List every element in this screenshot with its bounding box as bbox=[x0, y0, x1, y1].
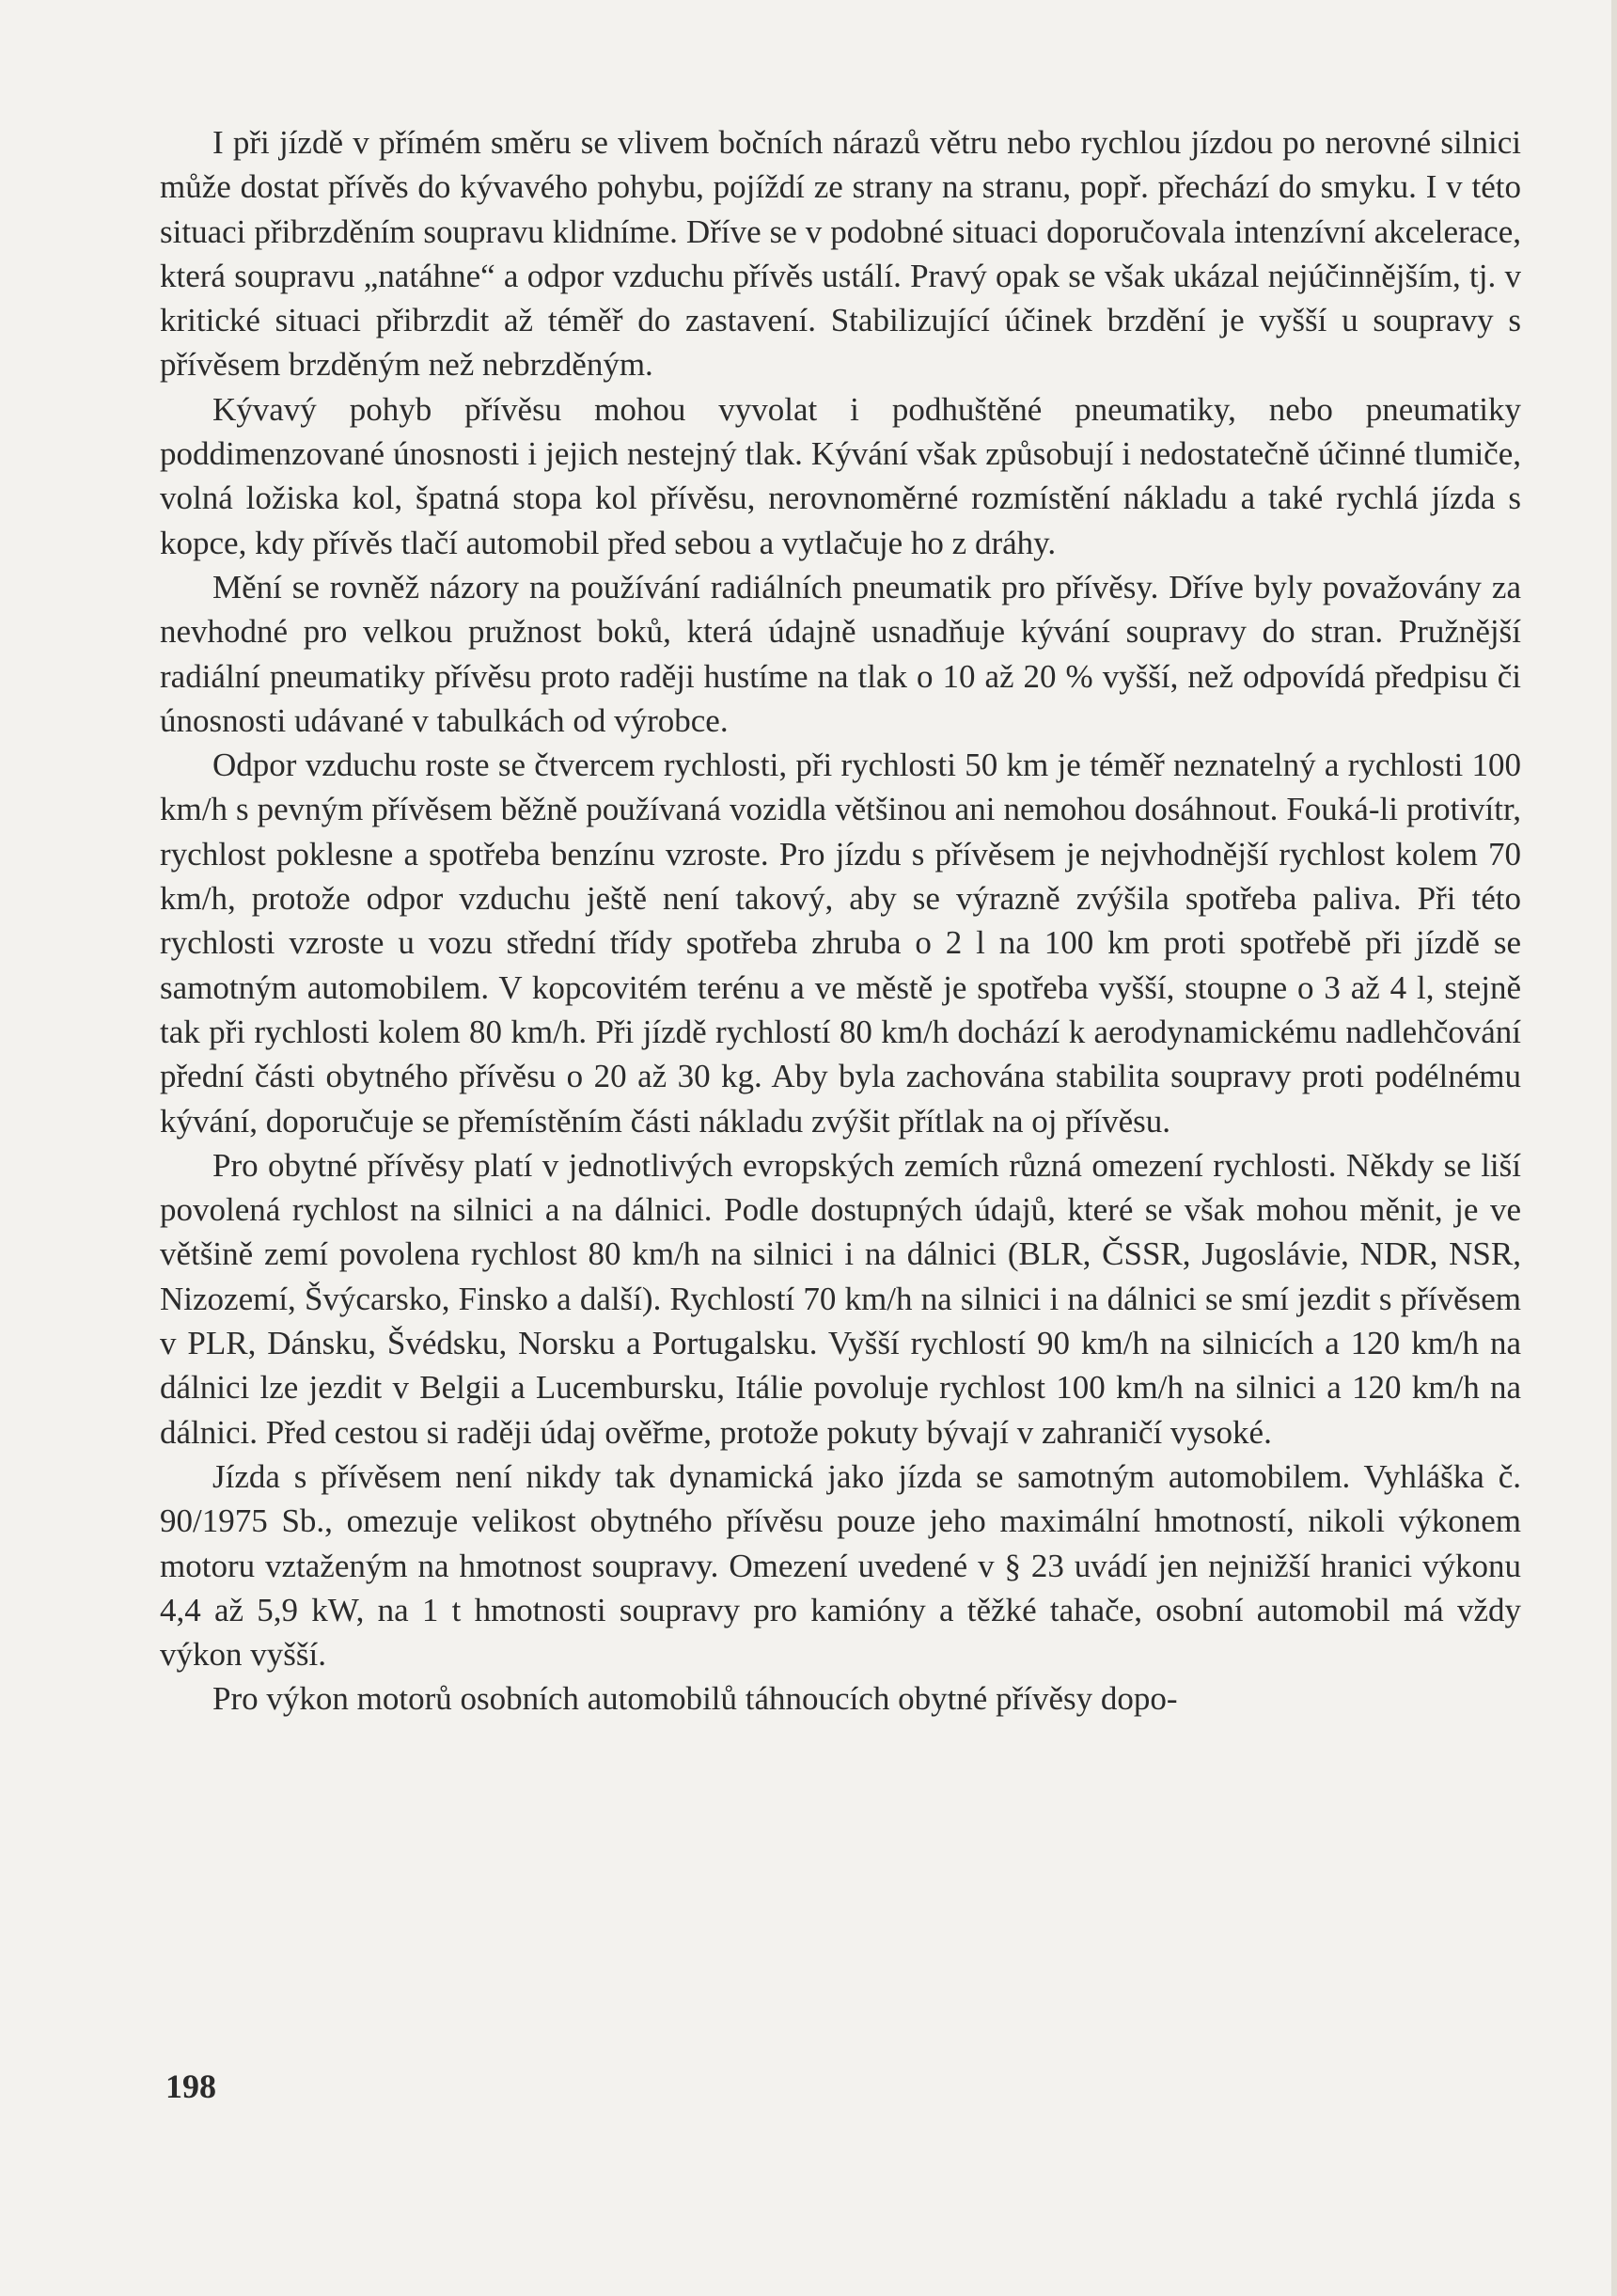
paragraph-1: I při jízdě v přímém směru se vlivem bočních nárazů větru nebo rychlou jízdou po nerovné silnici může dostat přívěs do kývavého pohybu, pojíždí ze strany na stranu, popř. přechází do smyku. I v této situaci přibrzděním soupravu klidníme. Dříve se v podobné situaci doporučovala intenzívní akcelerace, která soupravu „natáhne“ a odpor vzduchu přívěs ustálí. Pravý opak se však ukázal nejúčinnějším, tj. v kritické situaci přibrzdit až téměř do zastavení. Stabilizující účinek brzdění je vyšší u soupravy s přívěsem brzděným než nebrzděným. bbox=[160, 124, 1521, 384]
body-text bbox=[160, 120, 1521, 1722]
page-edge bbox=[1611, 0, 1617, 2296]
paragraph-5: Pro obytné přívěsy platí v jednotlivých evropských zemích různá omezení rychlosti. Někdy se liší povolená rychlost na silnici a na dálnici. Podle dostupných údajů, které se však mohou měnit, je ve většině zemí povolena rychlost 80 km/h na silnici i na dálnici (BLR, ČSSR, Jugoslávie, NDR, NSR, Nizozemí, Švýcarsko, Finsko a další). Rychlostí 70 km/h na silnici i na dálnici se smí jezdit s přívěsem v PLR, Dánsku, Švédsku, Norsku a Portugalsku. Vyšší rychlostí 90 km/h na silnicích a 120 km/h na dálnici lze jezdit v Belgii a Lucembursku, Itálie povoluje rychlost 100 km/h na silnici a 120 km/h na dálnici. Před cestou si raději údaj ověřme, protože pokuty bývají v zahraničí vysoké. bbox=[160, 1146, 1521, 1451]
paragraph-7: Pro výkon motorů osobních automobilů táhnoucích obytné přívěsy dopo- bbox=[212, 1680, 1178, 1718]
paragraph-2: Kývavý pohyb přívěsu mohou vyvolat i podhuštěné pneumatiky, nebo pneumatiky poddimenzované únosnosti i jejich nestejný tlak. Kývání však způsobují i nedostatečně účinné tlumiče, volná ložiska kol, špatná stopa kol přívěsu, nerovnoměrné rozmístění nákladu a také rychlá jízda s kopce, kdy přívěs tlačí automobil před sebou a vytlačuje ho z dráhy. bbox=[160, 390, 1521, 561]
paragraph-6: Jízda s přívěsem není nikdy tak dynamická jako jízda se samotným automobilem. Vyhláška č. 90/1975 Sb., omezuje velikost obytného přívěsu pouze jeho maximální hmotností, nikoli výkonem motoru vztaženým na hmotnost soupravy. Omezení uvedené v § 23 uvádí jen nejnižší hranici výkonu 4,4 až 5,9 kW, na 1 t hmotnosti soupravy pro kamióny a těžké tahače, osobní automobil má vždy výkon vyšší. bbox=[160, 1457, 1521, 1674]
paragraph-3: Mění se rovněž názory na používání radiálních pneumatik pro přívěsy. Dříve byly považovány za nevhodné pro velkou pružnost boků, která údajně usnadňuje kývání soupravy do stran. Pružnější radiální pneumatiky přívěsu proto raději hustíme na tlak o 10 až 20 % vyšší, než odpovídá předpisu či únosnosti udávané v tabulkách od výrobce. bbox=[160, 568, 1521, 739]
page-number: 198 bbox=[165, 2068, 216, 2105]
paragraph-4: Odpor vzduchu roste se čtvercem rychlosti, při rychlosti 50 km je téměř neznatelný a rychlosti 100 km/h s pevným přívěsem běžně používaná vozidla většinou ani nemohou dosáhnout. Fouká-li protivítr, rychlost poklesne a spotřeba benzínu vzroste. Pro jízdu s přívěsem je nejvhodnější rychlost kolem 70 km/h, protože odpor vzduchu ještě není takový, aby se výrazně zvýšila spotřeba paliva. Při této rychlosti vzroste u vozu střední třídy spotřeba zhruba o 2 l na 100 km proti spotřebě při jízdě se samotným automobilem. V kopcovitém terénu a ve městě je spotřeba vyšší, stoupne o 3 až 4 l, stejně tak při rychlosti kolem 80 km/h. Při jízdě rychlostí 80 km/h dochází k aerodynamickému nadlehčování přední části obytného přívěsu o 20 až 30 kg. Aby byla zachována stabilita soupravy proti podélnému kývání, doporučuje se přemístěním části nákladu zvýšit přítlak na oj přívěsu. bbox=[160, 747, 1521, 1140]
